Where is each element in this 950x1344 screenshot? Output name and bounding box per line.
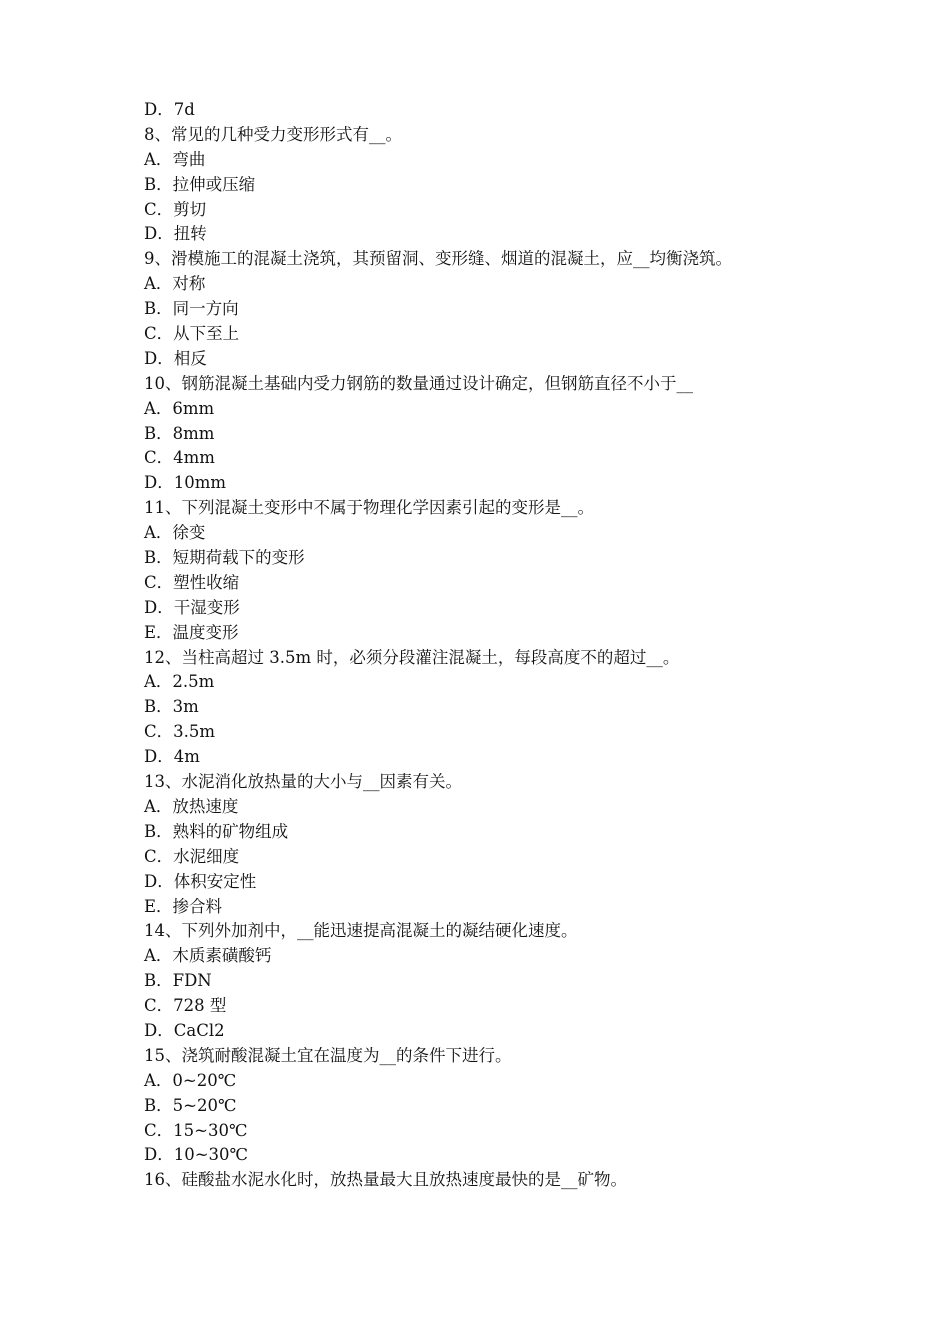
question-line: 16、硅酸盐水泥水化时，放热量最大且放热速度最快的是__矿物。 <box>144 1170 627 1190</box>
option-line: B．5~20℃ <box>144 1095 237 1115</box>
question-line: 12、当柱高超过 3.5m 时，必须分段灌注混凝土，每段高度不的超过__。 <box>144 647 680 667</box>
question-line: 11、下列混凝土变形中不属于物理化学因素引起的变形是__。 <box>144 498 594 518</box>
option-line: D．相反 <box>144 348 207 368</box>
option-line: A．对称 <box>144 274 206 294</box>
question-line: 15、浇筑耐酸混凝土宜在温度为__的条件下进行。 <box>144 1045 512 1065</box>
option-line: C．3.5m <box>144 722 216 742</box>
question-line: 13、水泥消化放热量的大小与__因素有关。 <box>144 772 462 792</box>
question-list <box>144 98 824 1193</box>
option-line: D．体积安定性 <box>144 871 257 891</box>
option-line: D．10mm <box>144 473 227 493</box>
question-line: 14、下列外加剂中，__能迅速提高混凝土的凝结硬化速度。 <box>144 921 578 941</box>
option-line: C．塑性收缩 <box>144 572 240 592</box>
option-line: A．徐变 <box>144 523 206 543</box>
option-line: B．短期荷载下的变形 <box>144 548 305 568</box>
option-line: C．15~30℃ <box>144 1120 248 1140</box>
option-line: D．CaCl2 <box>144 1020 225 1040</box>
option-line: C．剪切 <box>144 199 207 219</box>
option-line: D．扭转 <box>144 224 207 244</box>
option-line: B．拉伸或压缩 <box>144 174 256 194</box>
option-line: B．3m <box>144 697 199 717</box>
option-line: D．4m <box>144 747 200 767</box>
option-line: B．8mm <box>144 423 215 443</box>
question-line: 8、常见的几种受力变形形式有__。 <box>144 124 402 144</box>
option-line: B．FDN <box>144 971 212 991</box>
option-line: C．水泥细度 <box>144 846 240 866</box>
option-line: B．熟料的矿物组成 <box>144 821 289 841</box>
option-line: A．0~20℃ <box>144 1070 237 1090</box>
option-line: C．728 型 <box>144 996 227 1016</box>
option-line: D．10~30℃ <box>144 1145 249 1165</box>
text-line: D．7d <box>144 100 195 119</box>
option-line: A．木质素磺酸钙 <box>144 946 272 966</box>
question-line: 10、钢筋混凝土基础内受力钢筋的数量通过设计确定，但钢筋直径不小于__ <box>144 373 693 393</box>
question-line: 9、滑模施工的混凝土浇筑，其预留洞、变形缝、烟道的混凝土，应__均衡浇筑。 <box>144 249 732 269</box>
option-line: A．2.5m <box>144 672 215 692</box>
option-line: E．掺合料 <box>144 896 223 916</box>
option-line: E．温度变形 <box>144 622 239 642</box>
option-line: C．从下至上 <box>144 324 240 344</box>
option-line: A．放热速度 <box>144 796 239 816</box>
option-line: B．同一方向 <box>144 299 239 319</box>
option-line: D．干湿变形 <box>144 597 240 617</box>
option-line: A．弯曲 <box>144 149 206 169</box>
option-line: A．6mm <box>144 398 215 418</box>
option-line: C．4mm <box>144 448 215 468</box>
